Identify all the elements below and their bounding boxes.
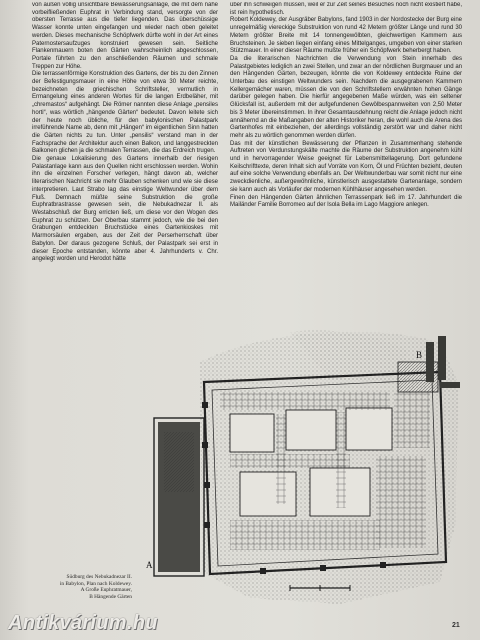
caption-line: B Hängende Gärten <box>89 593 132 600</box>
site-plan-figure <box>140 322 462 612</box>
watermark-logo: Antikvárium.hu <box>8 612 158 634</box>
caption-line: A Große Euphratmauer, <box>80 587 132 594</box>
figure-label-a: A <box>146 560 153 570</box>
figure-label-b: B <box>416 350 423 360</box>
right-paragraph-1: über ihn schweigen müssen, weil er zur Zeit seines Besuches noch nicht existiert habe, ist rein hypothetisch. <box>230 2 462 16</box>
right-paragraph-4: Das mit der künstlichen Bewässerung der Pflanzen in Zusammenhang stehende Auftreten von Verdunstungskälte machte die Räume der Substruktion angenehm kühl und in hervorragender Weise geeignet für Lebensmittellagerung. Dort gefundene Keilschrifttexte, deren Inhalt sich auf Vorräte von Korn, Öl und Früchten bezieht, deuten auf eine solche Verwendung ebenfalls an. Der Weltwunderbau war somit nicht nur eine zweckdienliche, außergewöhnliche, künstlerisch ausgestattete Gartenanlage, sondern sie kann auch als Vorläufer der modernen Kühlhäuser angesehen werden. <box>230 140 462 193</box>
right-paragraph-3: Da die literarischen Nachrichten die Verwendung von Stein innerhalb des Palastgebietes lediglich an zwei Stellen, und zwar an der nördlichen Burgmauer und an den Hängenden Gärten, bezeugen, könnte die von Koldewey entdeckte Ruine der Unterbau des einstigen Weltwunders sein. Nachdem die ausgegrabenen Kammern Kellergemächer waren, müssen die von den Schriftstellern erwähnten hohen Gänge darüber gelegen haben. Die hierfür angegebenen Maße würden, was ein seltener Glücksfall ist, außerdem mit der aufgefundenen Gewölbespannweiten von 2,50 Meter bis 3 Meter übereinstimmen. In ihrer Gesamtausdehnung reicht die Anlage jedoch nicht annähernd an die Maßangaben der alten Historiker heran, die wohl auch die Arena des Gartenhofes mit einbeziehen, der allerdings vollständig zerstört war und daher nicht mehr als zu wörtlich genommen werden dürfen. <box>230 55 462 139</box>
right-paragraph-5: Finen den Hängenden Gärten ähnlichen Terrassenpark ließ im 17. Jahrhundert die Mailänder Familie Borromeo auf der Isola Bella im Lago Maggiore anlegen. <box>230 194 462 209</box>
caption-line: Südburg des Nebukadnezar II. <box>66 574 132 580</box>
left-paragraph-1: von außen völlig unsichtbare Bewässerungsanlage, die mit dem nahe vorbeifließenden Euphrat in Verbindung stand, versorgte von der obersten Terrasse aus die tiefer liegenden. Das überschüssige Wasser konnte unten eingefangen und wieder nach oben geleitet werden. Dieses mechanische Schöpfwerk dürfte wohl in der Art eines Paternostersaufzuges konstruiert gewesen sein. Seitliche Flankenmauern boten den Gärten wahrscheinlich abgeschlossen, Portale führten zu den anschließenden Räumen und schmale Treppen zur Höhe. <box>32 2 218 70</box>
right-text-column <box>230 2 462 327</box>
page-number: 21 <box>452 622 460 629</box>
figure-caption <box>20 574 132 600</box>
right-paragraph-2: Robert Koldewey, der Ausgräber Babylons, fand 1903 in der Nordostecke der Burg eine unregelmäßig viereckige Substruktion von rund 42 Metern größter Länge und rund 30 Metern größter Breite mit 14 tonnengewölbten, gleichwertigen Kammern aus Bruchsteinen. Je sieben liegen einfang eines Mittelganges, umgeben von einer starken Stützmauer. In einer dieser Räume mußte früher ein Schöpfwerk beherbergt haben. <box>230 17 462 55</box>
babylon-site-plan <box>140 322 462 612</box>
left-paragraph-2: Die terrassenförmige Konstruktion des Gartens, der bis zu den Zinnen der Befestigungsmauer in eine Höhe von etwa 30 Meter reichte, bezeichneten die griechischen Schriftsteller, vermutlich in Ermangelung eines anderen Wortes für die langen Erdbeläher, mit „chremastos“ aufgehängt. Die Römer nannten diese Anlage „pensiles horti“, was wörtlich „hängende Gärten“ bedeutet. Davon leitete sich der heute noch übliche, für den babylonischen Palastpark irreführende Name ab, denn mit „Hängen“ im eigentlichen Sinn hatten die Gärten nichts zu tun. Unter „pensilis“ verstand man in der Fachsprache der Architektur auch einen Balkon, und langgestreckten Balkonen glichen ja die schmalen Terrassen, die das Erdreich trugen. <box>32 71 218 155</box>
caption-line: in Babylon, Plan nach Koldewey. <box>59 580 132 587</box>
left-paragraph-3: Die genaue Lokalisierung des Gartens innerhalb der riesigen Palastanlage kann aus den Quellen nicht erschlossen werden. Wohin ihn die einzelnen Forscher verlegen, hängt davon ab, welcher literarischen Nachricht sie mehr Glauben schenken und wie sie diese interpretieren. Laut Strabo lag das einstige Weltwunder über dem Fluß. Demnach müßte seine Substruktion die große Euphratbrastrasse gewesen sein, die Nebukadnezar II. als Westabschluß der Burg erricten ließ, um diese vor den Wogen des Euphrat zu schützen. Der Oberbau stammt jedoch, wie die bei den Grabungen entdeckten Bruchstücke eines Gartenkioskes mit Marmorsäulen ergaben, aus der Zeit der Perserherrschaft über Babylon. Der daraus gezogene Schluß, der Palastpark sei erst in dieser Epoche entstanden, könnte aber 4. Jahrhunderts v. Chr. angelegt worden und Herodot hätte <box>32 156 218 263</box>
